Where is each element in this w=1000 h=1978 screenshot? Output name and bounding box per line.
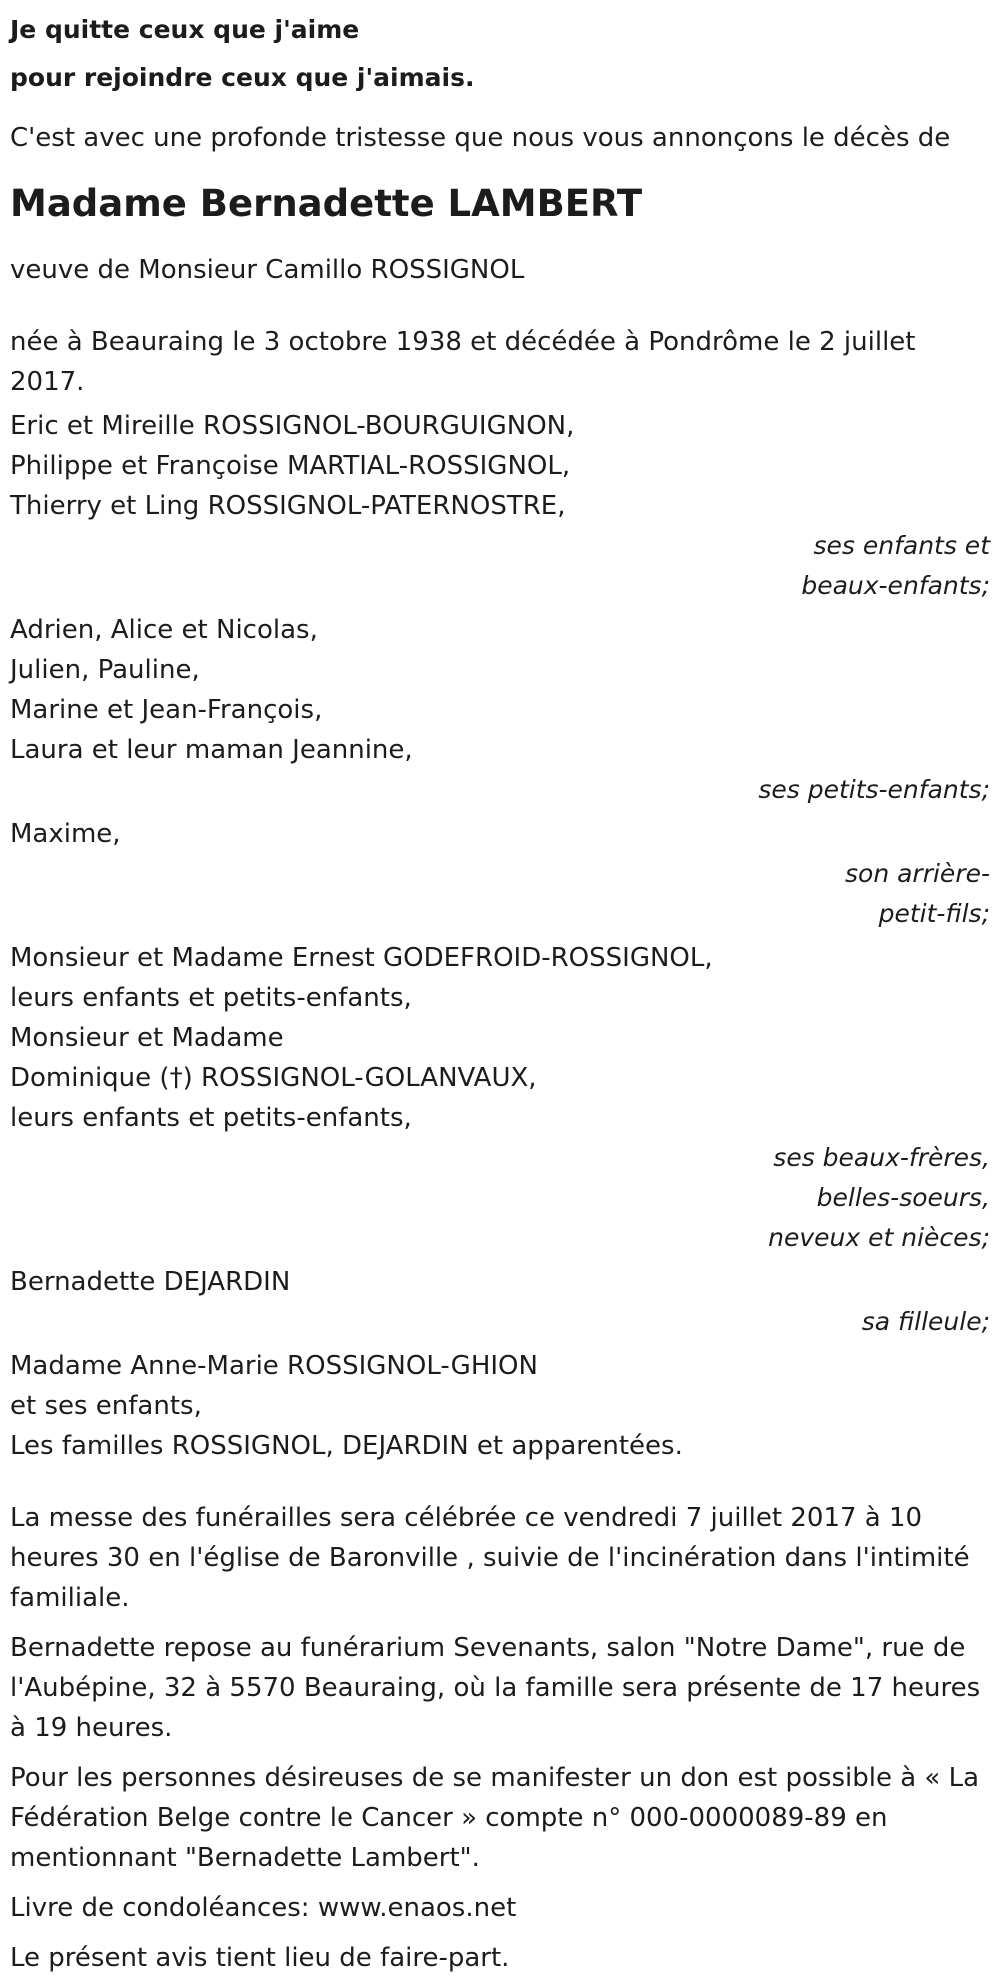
relation-line: neveux et nièces; xyxy=(768,1223,990,1252)
in-law-name: Monsieur et Madame xyxy=(10,1023,284,1053)
other-family-line: Les familles ROSSIGNOL, DEJARDIN et apparentées. xyxy=(10,1431,683,1461)
relation-line: petit-fils; xyxy=(878,899,990,928)
epigraph-line-1: Je quitte ceux que j'aime xyxy=(10,15,360,44)
closing-text: Le présent avis tient lieu de faire-part. xyxy=(10,1943,510,1973)
in-law-name: leurs enfants et petits-enfants, xyxy=(10,983,412,1013)
obituary-notice xyxy=(10,6,990,1978)
funeral-text: La messe des funérailles sera célébrée ce vendredi 7 juillet 2017 à 10 heures 30 en l'église de Baronville , suivie de l'incinération dans l'intimité familiale. xyxy=(10,1503,970,1613)
relation-line: ses petits-enfants; xyxy=(758,775,990,804)
grandchildren-name: Marine et Jean-François, xyxy=(10,695,323,725)
children-name: Philippe et Françoise MARTIAL-ROSSIGNOL, xyxy=(10,451,571,481)
relation-line: sa filleule; xyxy=(861,1307,990,1336)
rest-place-text: Bernadette repose au funérarium Sevenants, salon "Notre Dame", rue de l'Aubépine, 32 à 5570 Beauraing, où la famille sera présente de 17 heures à 19 heures. xyxy=(10,1633,981,1743)
children-name: Eric et Mireille ROSSIGNOL-BOURGUIGNON, xyxy=(10,411,575,441)
in-law-name: leurs enfants et petits-enfants, xyxy=(10,1103,412,1133)
donation-text: Pour les personnes désireuses de se manifester un don est possible à « La Fédération Belge contre le Cancer » compte n° 000-0000089-89 en mentionnant "Bernadette Lambert". xyxy=(10,1763,979,1873)
relation-line: ses beaux-frères, xyxy=(773,1143,990,1172)
other-family-line: et ses enfants, xyxy=(10,1391,202,1421)
grandchildren-relation xyxy=(10,770,990,810)
relation-line: beaux-enfants; xyxy=(801,571,990,600)
children-name: Thierry et Ling ROSSIGNOL-PATERNOSTRE, xyxy=(10,491,566,521)
deceased-name: Madame Bernadette LAMBERT xyxy=(10,182,643,225)
in-laws-list xyxy=(10,938,990,1138)
great-grandchild-name: Maxime, xyxy=(10,819,121,849)
intro-text: C'est avec une profonde tristesse que nous vous annonçons le décès de xyxy=(10,123,951,153)
children-list xyxy=(10,406,990,526)
relation-line: son arrière- xyxy=(845,859,990,888)
relation-line: belles-soeurs, xyxy=(816,1183,990,1212)
birth-death-text: née à Beauraing le 3 octobre 1938 et décédée à Pondrôme le 2 juillet 2017. xyxy=(10,327,916,397)
children-relation xyxy=(10,526,990,606)
other-family-line: Madame Anne-Marie ROSSIGNOL-GHION xyxy=(10,1351,538,1381)
goddaughter-relation xyxy=(10,1302,990,1342)
goddaughter-list xyxy=(10,1262,990,1302)
grandchildren-name: Adrien, Alice et Nicolas, xyxy=(10,615,318,645)
other-family-list xyxy=(10,1346,990,1466)
grandchildren-list xyxy=(10,610,990,770)
epigraph-line-2: pour rejoindre ceux que j'aimais. xyxy=(10,63,475,92)
in-law-name: Monsieur et Madame Ernest GODEFROID-ROSSIGNOL, xyxy=(10,943,713,973)
grandchildren-name: Julien, Pauline, xyxy=(10,655,200,685)
great-grandchildren-relation xyxy=(10,854,990,934)
condolences-text: Livre de condoléances: www.enaos.net xyxy=(10,1893,517,1923)
epigraph xyxy=(10,6,990,102)
great-grandchildren-list xyxy=(10,814,990,854)
goddaughter-name: Bernadette DEJARDIN xyxy=(10,1267,291,1297)
widow-of-text: veuve de Monsieur Camillo ROSSIGNOL xyxy=(10,255,525,285)
in-laws-relation xyxy=(10,1138,990,1258)
relation-line: ses enfants et xyxy=(813,531,990,560)
in-law-name: Dominique (†) ROSSIGNOL-GOLANVAUX, xyxy=(10,1063,537,1093)
grandchildren-name: Laura et leur maman Jeannine, xyxy=(10,735,413,765)
